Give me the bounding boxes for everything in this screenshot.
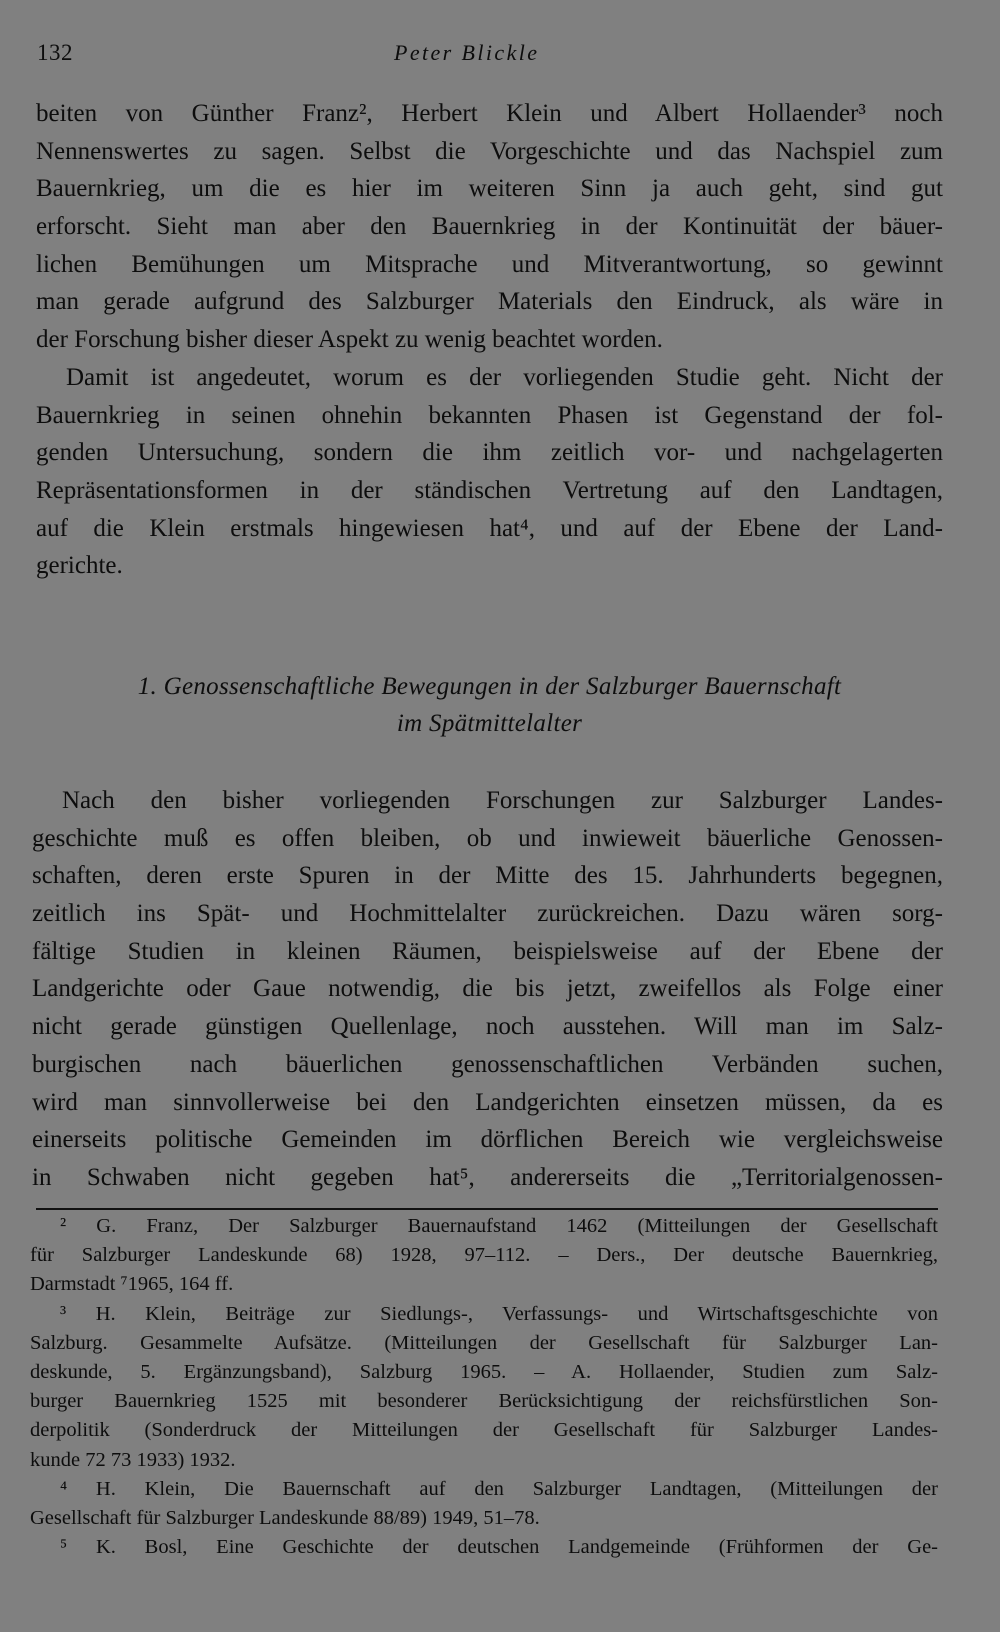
footnote-line: kunde 72 73 1933) 1932. — [30, 1448, 236, 1471]
text-line: Bauernkrieg in seinen ohnehin bekannten Phasen ist Gegenstand der fol- — [36, 401, 943, 429]
text-line: einerseits politische Gemeinden im dörflichen Bereich wie vergleichsweise — [32, 1126, 943, 1154]
footnote-line: deskunde, 5. Ergänzungsband), Salzburg 1965. – A. Hollaender, Studien zum Salz- — [30, 1360, 938, 1383]
footnote-line: Darmstadt ⁷1965, 164 ff. — [30, 1273, 234, 1296]
footnote-line: ⁵ K. Bosl, Eine Geschichte der deutschen Landgemeinde (Frühformen der Ge- — [60, 1536, 938, 1559]
text-line: Damit ist angedeutet, worum es der vorliegenden Studie geht. Nicht der — [66, 363, 943, 391]
text-line: erforscht. Sieht man aber den Bauernkrieg in der Kontinuität der bäuer- — [36, 213, 943, 241]
running-head — [37, 40, 937, 74]
footnote-divider — [36, 1208, 938, 1210]
footnotes — [30, 1212, 938, 1562]
text-line: burgischen nach bäuerlichen genossenschaftlichen Verbänden suchen, — [32, 1050, 943, 1078]
section-paragraph — [32, 782, 943, 1197]
footnote-line: burger Bauernkrieg 1525 mit besonderer Berücksichtigung der reichsfürstlichen Son- — [30, 1390, 938, 1413]
intro-paragraphs — [36, 95, 943, 585]
text-line: genden Untersuchung, sondern die ihm zeitlich vor- und nachgelagerten — [36, 439, 943, 467]
section-heading — [36, 668, 943, 742]
text-line: Nennenswertes zu sagen. Selbst die Vorgeschichte und das Nachspiel zum — [36, 137, 943, 165]
footnote-line: ³ H. Klein, Beiträge zur Siedlungs-, Verfassungs- und Wirtschaftsgeschichte von — [60, 1302, 938, 1325]
text-line: in Schwaben nicht gegeben hat⁵, andererseits die „Territorialgenossen- — [32, 1163, 943, 1191]
text-line: Repräsentationsformen in der ständischen Vertretung auf den Landtagen, — [36, 476, 943, 504]
text-line: man gerade aufgrund des Salzburger Materials den Eindruck, als wäre in — [36, 288, 943, 316]
text-line: gerichte. — [36, 552, 123, 580]
page-number: 132 — [37, 40, 73, 65]
footnote-line: Salzburg. Gesammelte Aufsätze. (Mitteilungen der Gesellschaft für Salzburger Lan- — [30, 1331, 938, 1354]
text-line: der Forschung bisher dieser Aspekt zu wenig beachtet worden. — [36, 326, 663, 354]
section-heading-line: im Spätmittelalter — [396, 710, 583, 737]
footnote-line: Gesellschaft für Salzburger Landeskunde 88/89) 1949, 51–78. — [30, 1506, 540, 1529]
text-line: zeitlich ins Spät- und Hochmittelalter zurückreichen. Dazu wären sorg- — [32, 900, 943, 928]
section-heading-line: 1. Genossenschaftliche Bewegungen in der Salzburger Bauernschaft — [137, 673, 842, 700]
text-line: geschichte muß es offen bleiben, ob und inwieweit bäuerliche Genossen- — [32, 824, 943, 852]
text-line: fältige Studien in kleinen Räumen, beispielsweise auf der Ebene der — [32, 937, 943, 965]
text-line: Landgerichte oder Gaue notwendig, die bis jetzt, zweifellos als Folge einer — [32, 975, 943, 1003]
text-line: Nach den bisher vorliegenden Forschungen zur Salzburger Landes- — [62, 787, 943, 814]
text-line: lichen Bemühungen um Mitsprache und Mitverantwortung, so gewinnt — [36, 250, 943, 278]
text-line: schaften, deren erste Spuren in der Mitte des 15. Jahrhunderts begegnen, — [32, 862, 943, 890]
text-line: wird man sinnvollerweise bei den Landgerichten einsetzen müssen, da es — [32, 1088, 943, 1116]
text-line: nicht gerade günstigen Quellenlage, noch ausstehen. Will man im Salz- — [32, 1013, 943, 1041]
running-title: Peter Blickle — [394, 40, 540, 65]
text-line: auf die Klein erstmals hingewiesen hat⁴, und auf der Ebene der Land- — [36, 514, 943, 542]
footnote-line: ⁴ H. Klein, Die Bauernschaft auf den Salzburger Landtagen, (Mitteilungen der — [60, 1477, 938, 1500]
footnote-line: derpolitik (Sonderdruck der Mitteilungen der Gesellschaft für Salzburger Landes- — [30, 1419, 938, 1442]
footnote-line: für Salzburger Landeskunde 68) 1928, 97–112. – Ders., Der deutsche Bauernkrieg, — [30, 1244, 938, 1267]
text-line: beiten von Günther Franz², Herbert Klein und Albert Hollaender³ noch — [36, 100, 943, 127]
text-line: Bauernkrieg, um die es hier im weiteren Sinn ja auch geht, sind gut — [36, 175, 943, 203]
footnote-line: ² G. Franz, Der Salzburger Bauernaufstand 1462 (Mitteilungen der Gesellschaft — [60, 1215, 938, 1237]
